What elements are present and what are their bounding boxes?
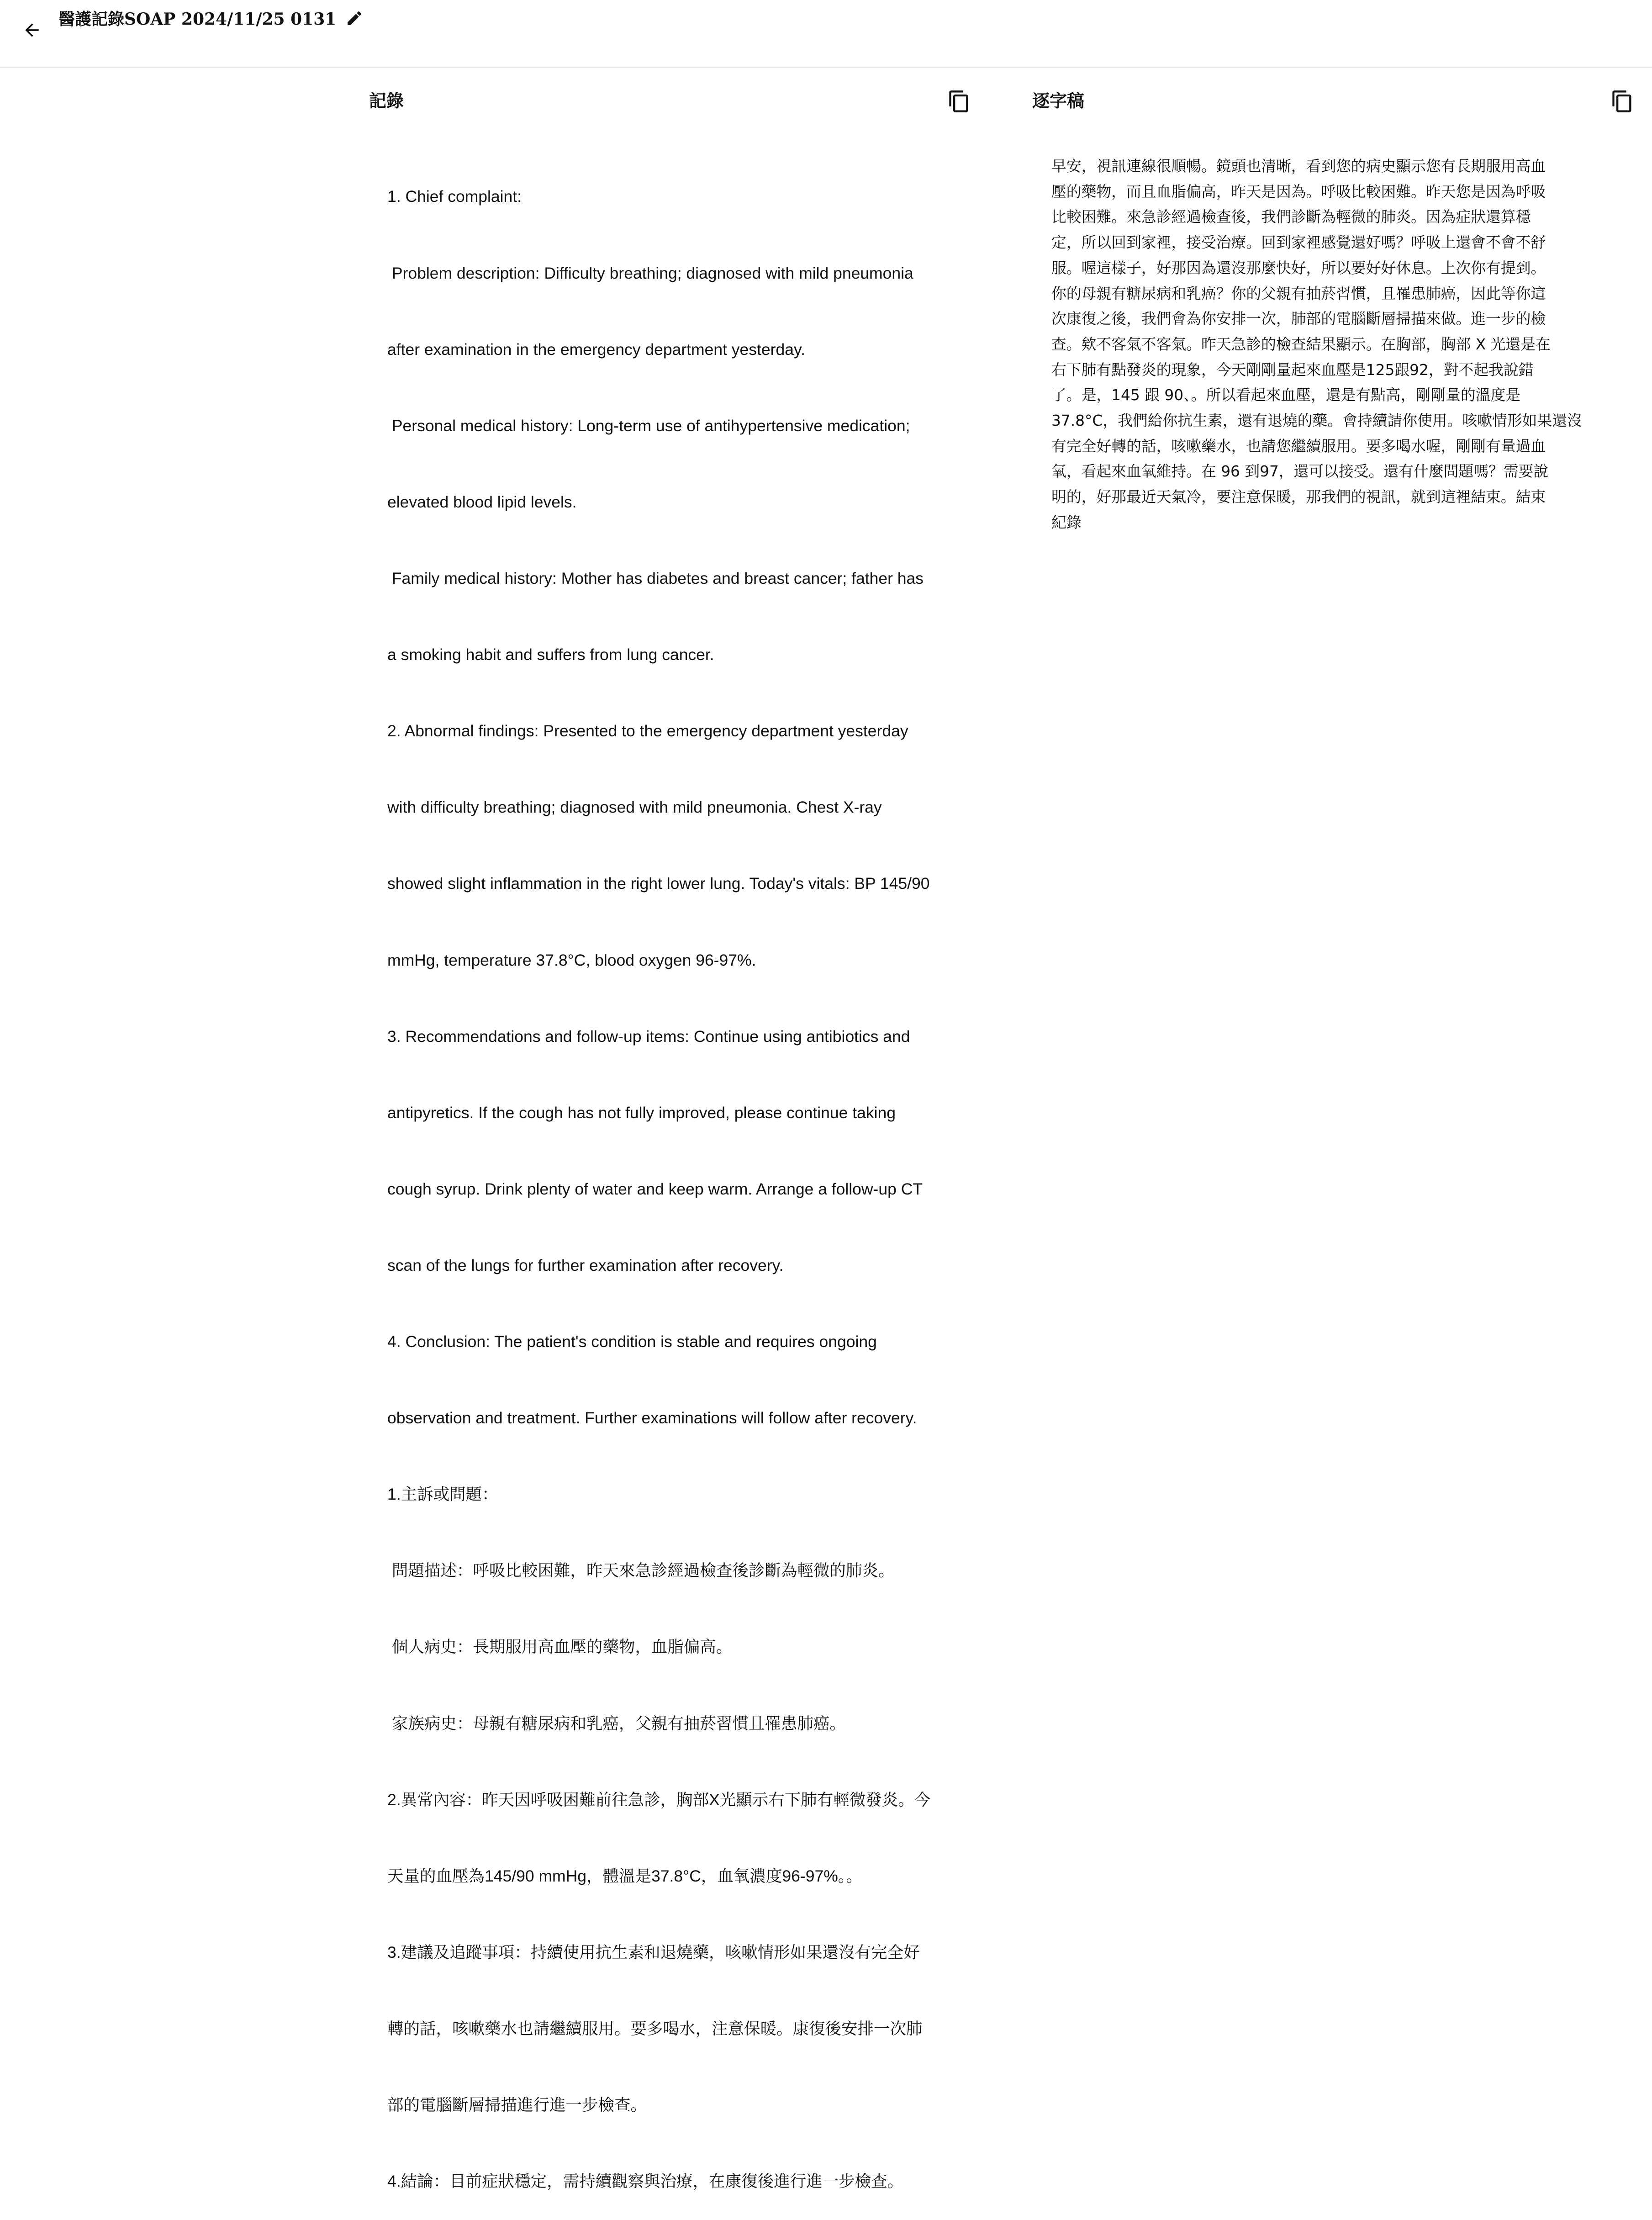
record-line: 天量的血壓為145/90 mmHg，體溫是37.8°C，血氧濃度96-97%。。 (387, 1866, 863, 1885)
record-line: Personal medical history: Long-term use of antihypertensive medication; (387, 416, 910, 435)
transcript-line: 壓的藥物，而且血脂偏高，昨天是因為。呼吸比較困難。昨天您是因為呼吸 (1051, 183, 1546, 201)
copy-icon (1610, 90, 1634, 113)
record-line: after examination in the emergency department yesterday. (387, 340, 805, 359)
record-line: 2.異常內容：昨天因呼吸困難前往急診，胸部X光顯示右下肺有輕微發炎。今 (387, 1790, 931, 1809)
page-title: 醫護記錄SOAP 2024/11/25 0131 (58, 10, 337, 29)
record-line: 4. Conclusion: The patient's condition is stable and requires ongoing (387, 1332, 877, 1351)
title-group (58, 6, 364, 30)
transcript-line: 37.8°C，我們給你抗生素，還有退燒的藥。會持續請你使用。咳嗽情形如果還沒 (1051, 412, 1582, 430)
record-line: with difficulty breathing; diagnosed with mild pneumonia. Chest X-ray (387, 798, 882, 817)
pencil-icon (345, 9, 364, 27)
record-body (387, 133, 965, 2220)
transcript-line: 紀錄 (1051, 513, 1082, 531)
record-line: cough syrup. Drink plenty of water and keep warm. Arrange a follow-up CT (387, 1179, 923, 1198)
record-line: 1.主訴或問題： (387, 1485, 498, 1504)
transcript-line: 服。喔這樣子，好那因為還沒那麼快好，所以要好好休息。上次你有提到。 (1051, 259, 1546, 277)
record-line: elevated blood lipid levels. (387, 492, 577, 511)
record-line: 轉的話，咳嗽藥水也請繼續服用。要多喝水，注意保暖。康復後安排一次肺 (387, 2019, 923, 2038)
transcript-line: 查。欸不客氣不客氣。昨天急診的檢查結果顯示。在胸部，胸部 X 光還是在 (1051, 335, 1551, 353)
record-line: 3.建議及追蹤事項：持續使用抗生素和退燒藥，咳嗽情形如果還沒有完全好 (387, 1943, 920, 1961)
record-line: 2. Abnormal findings: Presented to the emergency department yesterday (387, 722, 908, 740)
transcript-line: 氧，看起來血氧維持。在 96 到97，還可以接受。還有什麼問題嗎？需要說 (1051, 463, 1549, 481)
transcript-line: 了。是，145 跟 90、。所以看起來血壓，還是有點高，剛剛量的溫度是 (1051, 386, 1521, 404)
transcript-line: 右下肺有點發炎的現象，今天剛剛量起來血壓是125跟92，對不起我說錯 (1051, 361, 1534, 379)
record-line: 部的電腦斷層掃描進行進一步檢查。 (387, 2096, 647, 2114)
record-line: antipyretics. If the cough has not fully improved, please continue taking (387, 1103, 896, 1122)
transcript-line: 明的，好那最近天氣冷，要注意保暖，那我們的視訊，就到這裡結束。結束 (1051, 488, 1546, 506)
transcript-line: 有完全好轉的話，咳嗽藥水，也請您繼續服用。要多喝水喔，剛剛有量過血 (1051, 437, 1546, 455)
transcript-heading: 逐字稿 (1032, 91, 1085, 111)
arrow-left-icon (22, 20, 42, 40)
transcript-line: 早安，視訊連線很順暢。鏡頭也清晰，看到您的病史顯示您有長期服用高血 (1051, 158, 1546, 175)
copy-icon (947, 90, 971, 113)
record-line: 3. Recommendations and follow-up items: Continue using antibiotics and (387, 1027, 910, 1046)
transcript-line: 次康復之後，我們會為你安排一次，肺部的電腦斷層掃描來做。進一步的檢 (1051, 310, 1546, 328)
record-line: 4.結論：目前症狀穩定，需持續觀察與治療，在康復後進行進一步檢查。 (387, 2172, 904, 2191)
record-line: 1. Chief complaint: (387, 187, 522, 206)
transcript-line: 定，所以回到家裡，接受治療。回到家裡感覺還好嗎？呼吸上還會不會不舒 (1051, 234, 1546, 252)
record-line: Family medical history: Mother has diabetes and breast cancer; father has (387, 569, 924, 587)
copy-record-button[interactable] (946, 89, 972, 114)
record-line: observation and treatment. Further examinations will follow after recovery. (387, 1409, 917, 1427)
edit-title-button[interactable] (344, 8, 364, 28)
record-heading: 記錄 (369, 91, 404, 111)
record-line: mmHg, temperature 37.8°C, blood oxygen 96-97%. (387, 951, 756, 969)
transcript-body (1051, 154, 1618, 536)
transcript-line: 比較困難。來急診經過檢查後，我們診斷為輕微的肺炎。因為症狀還算穩 (1051, 208, 1531, 226)
top-bar (0, 0, 1652, 68)
back-button[interactable] (17, 16, 47, 45)
record-line: 個人病史：長期服用高血壓的藥物，血脂偏高。 (387, 1638, 733, 1656)
record-line: a smoking habit and suffers from lung cancer. (387, 645, 714, 664)
record-line: 家族病史：母親有糖尿病和乳癌，父親有抽菸習慣且罹患肺癌。 (387, 1714, 846, 1733)
record-line: showed slight inflammation in the right lower lung. Today's vitals: BP 145/90 (387, 874, 930, 893)
record-line: Problem description: Difficulty breathing; diagnosed with mild pneumonia (387, 264, 913, 282)
copy-transcript-button[interactable] (1610, 89, 1635, 114)
record-line: 問題描述：呼吸比較困難，昨天來急診經過檢查後診斷為輕微的肺炎。 (387, 1561, 895, 1580)
record-line: scan of the lungs for further examination after recovery. (387, 1256, 784, 1274)
transcript-line: 你的母親有糖尿病和乳癌？你的父親有抽菸習慣，且罹患肺癌，因此等你這 (1051, 285, 1546, 302)
